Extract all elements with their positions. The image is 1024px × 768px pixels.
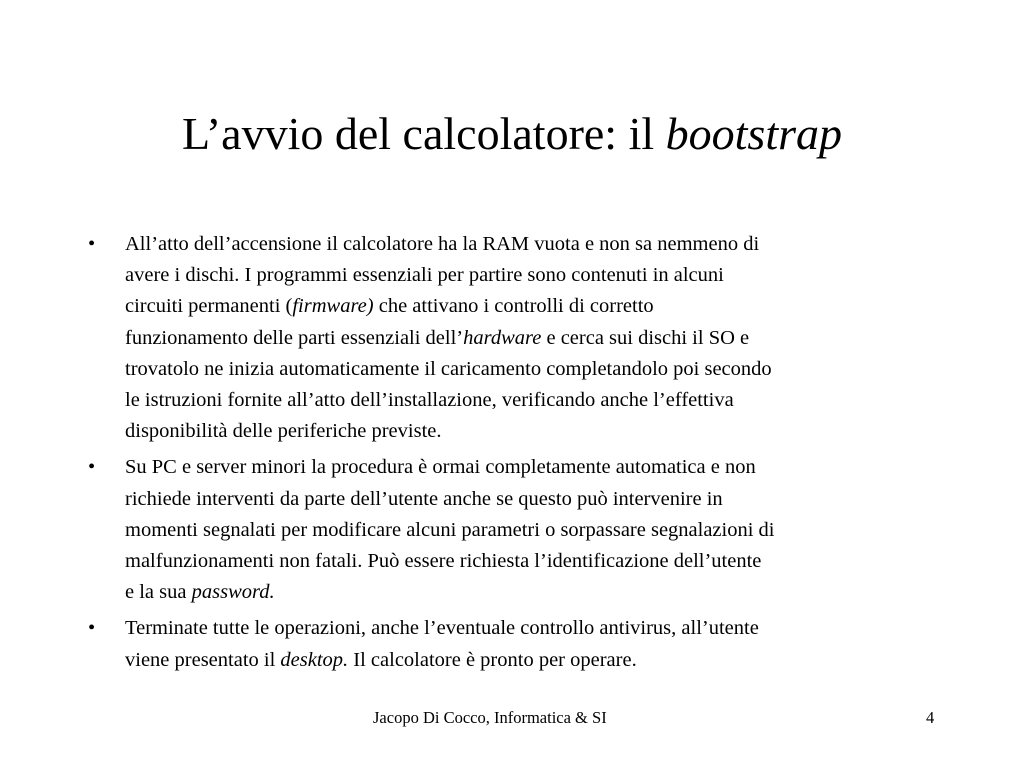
bullet-text: Il calcolatore è pronto per operare. (348, 648, 637, 671)
bullet-line (125, 484, 948, 515)
emphasized-term: desktop. (280, 648, 349, 671)
bullet-line (125, 229, 948, 260)
emphasized-term: password. (191, 581, 275, 604)
slide-title-emphasis: bootstrap (665, 108, 843, 159)
footer-author: Jacopo Di Cocco, Informatica & SI (373, 708, 607, 727)
bullet-text: All’atto dell’accensione il calcolatore ha la RAM vuota e non sa nemmeno di (125, 233, 760, 255)
bullet-item (88, 229, 948, 447)
bullet-line (125, 577, 948, 608)
bullet-line (125, 323, 948, 354)
bullet-text: che attivano i controlli di corretto (373, 295, 654, 318)
bullet-list (88, 229, 948, 681)
bullet-text: malfunzionamenti non fatali. Può essere richiesta l’identificazione dell’utente (125, 550, 762, 573)
emphasized-term: hardware (463, 326, 542, 349)
bullet-text: Terminate tutte le operazioni, anche l’eventuale controllo antivirus, all’utente (125, 617, 759, 640)
bullet-line (125, 546, 948, 577)
bullet-line (125, 416, 948, 447)
bullet-text: viene presentato il (125, 648, 281, 671)
bullet-text: disponibilità delle periferiche previste. (125, 420, 442, 443)
bullet-line (125, 452, 948, 483)
bullet-text: funzionamento delle parti essenziali dell’ (125, 326, 464, 349)
emphasized-term: firmware) (292, 295, 374, 318)
bullet-line (125, 613, 948, 644)
bullet-marker: • (88, 456, 96, 479)
bullet-item (88, 452, 948, 608)
bullet-marker: • (88, 233, 96, 255)
bullet-line (125, 260, 948, 291)
bullet-text: Su PC e server minori la procedura è ormai completamente automatica e non (125, 456, 756, 479)
bullet-line (125, 291, 948, 322)
bullet-line (125, 645, 948, 676)
bullet-text: trovatolo ne inizia automaticamente il caricamento completandolo poi secondo (125, 357, 772, 380)
bullet-line (125, 354, 948, 385)
bullet-text: e cerca sui dischi il SO e (541, 326, 750, 349)
page-number: 4 (926, 708, 935, 727)
slide-title-text: L’avvio del calcolatore: il (181, 108, 666, 159)
bullet-marker: • (88, 617, 96, 640)
bullet-line (125, 515, 948, 546)
bullet-line (125, 385, 948, 416)
bullet-text: momenti segnalati per modificare alcuni parametri o sorpassare segnalazioni di (125, 518, 775, 541)
bullet-text: circuiti permanenti ( (125, 295, 293, 318)
slide-title (0, 104, 1024, 164)
bullet-text: e la sua (125, 581, 192, 604)
bullet-item (88, 613, 948, 675)
bullet-text: le istruzioni fornite all’atto dell’installazione, verificando anche l’effettiva (125, 389, 734, 412)
bullet-text: avere i dischi. I programmi essenziali per partire sono contenuti in alcuni (125, 264, 724, 287)
bullet-text: richiede interventi da parte dell’utente anche se questo può intervenire in (125, 487, 723, 510)
